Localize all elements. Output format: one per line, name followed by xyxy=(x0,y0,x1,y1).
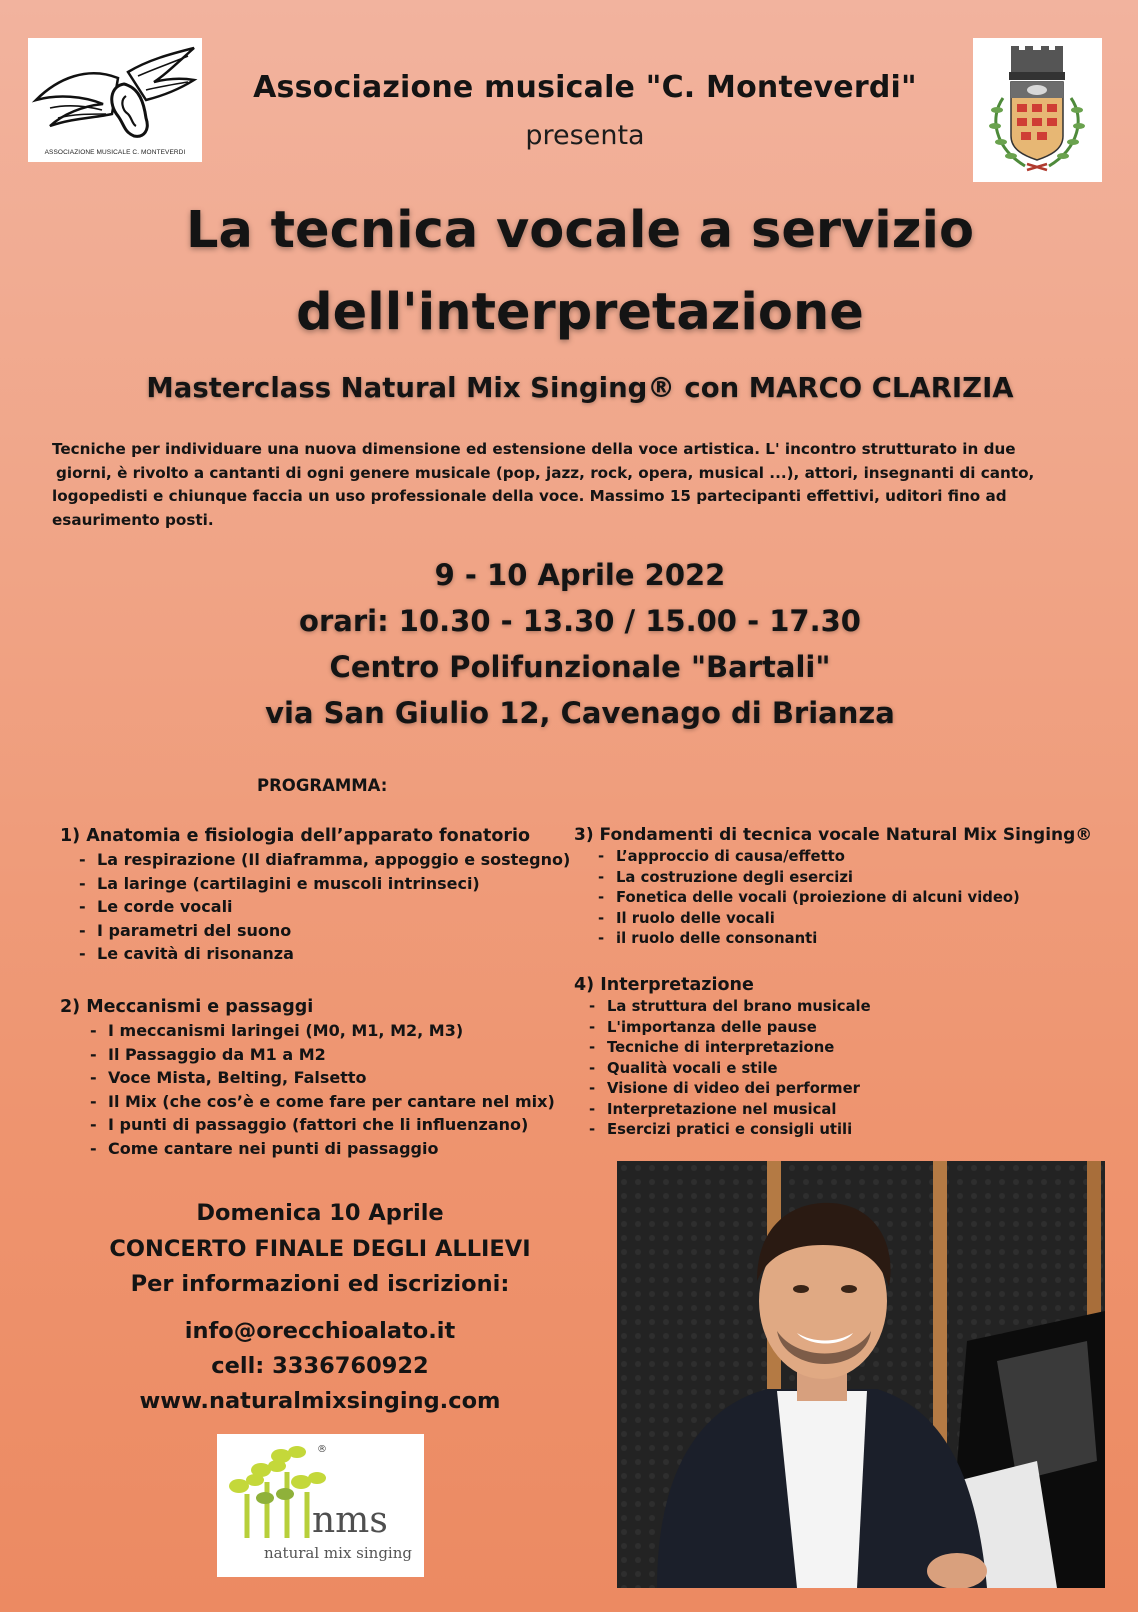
section-title: 4) Interpretazione xyxy=(574,975,754,995)
program-section-2 xyxy=(60,997,555,1160)
list-item: - Le cavità di risonanza xyxy=(97,942,570,966)
section-title: 2) Meccanismi e passaggi xyxy=(60,997,314,1017)
section-items xyxy=(616,847,1092,950)
section-items xyxy=(607,997,871,1141)
registered-mark: ® xyxy=(317,1444,327,1455)
list-item: - La struttura del brano musicale xyxy=(607,997,871,1018)
list-item: - I punti di passaggio (fattori che li influenzano) xyxy=(108,1113,555,1137)
title-line-2: dell'interpretazione xyxy=(296,283,864,342)
list-item: - Il Mix (che cos’è e come fare per cantare nel mix) xyxy=(108,1090,555,1114)
nms-tagline: natural mix singing xyxy=(263,1544,412,1562)
portrait-image xyxy=(617,1161,1105,1588)
contact-email[interactable]: info@orecchioalato.it xyxy=(184,1318,456,1344)
website-link[interactable]: www.naturalmixsinging.com xyxy=(139,1388,501,1414)
list-item: - il ruolo delle consonanti xyxy=(616,929,1092,950)
concert-day: Domenica 10 Aprile xyxy=(196,1200,444,1226)
final-concert: CONCERTO FINALE DEGLI ALLIEVI xyxy=(109,1236,531,1262)
coat-of-arms-icon xyxy=(973,38,1102,182)
list-item: - Interpretazione nel musical xyxy=(607,1100,871,1121)
list-item: - La respirazione (Il diaframma, appoggio e sostegno) xyxy=(97,848,570,872)
section-items xyxy=(97,848,570,966)
event-dates: 9 - 10 Aprile 2022 xyxy=(434,558,726,592)
list-item: - Visione di video dei performer xyxy=(607,1079,871,1100)
program-label: PROGRAMMA: xyxy=(257,776,388,795)
list-item: - Tecniche di interpretazione xyxy=(607,1038,871,1059)
list-item: - Fonetica delle vocali (proiezione di alcuni video) xyxy=(616,888,1092,909)
event-venue: Centro Polifunzionale "Bartali" xyxy=(329,650,831,684)
list-item: - I meccanismi laringei (M0, M1, M2, M3) xyxy=(108,1019,555,1043)
singer-photo xyxy=(617,1161,1105,1588)
nms-wordmark: nms xyxy=(312,1500,388,1541)
list-item: - Voce Mista, Belting, Falsetto xyxy=(108,1066,555,1090)
list-item: - L'importanza delle pause xyxy=(607,1018,871,1039)
municipal-crest xyxy=(973,38,1102,182)
list-item: - I parametri del suono xyxy=(97,919,570,943)
info-label: Per informazioni ed iscrizioni: xyxy=(130,1271,510,1297)
masterclass-subtitle: Masterclass Natural Mix Singing® con MARCO CLARIZIA xyxy=(146,372,1014,404)
list-item: - Il Passaggio da M1 a M2 xyxy=(108,1043,555,1067)
logo-caption: ASSOCIAZIONE MUSICALE C. MONTEVERDI xyxy=(44,149,186,156)
list-item: - Qualità vocali e stile xyxy=(607,1059,871,1080)
event-hours: orari: 10.30 - 13.30 / 15.00 - 17.30 xyxy=(299,604,861,638)
list-item: - Le corde vocali xyxy=(97,895,570,919)
list-item: - Come cantare nei punti di passaggio xyxy=(108,1137,555,1161)
section-items xyxy=(108,1019,555,1160)
list-item: - La costruzione degli esercizi xyxy=(616,868,1092,889)
list-item: - Il ruolo delle vocali xyxy=(616,909,1092,930)
description-line: esaurimento posti. xyxy=(52,510,214,529)
event-address: via San Giulio 12, Cavenago di Brianza xyxy=(265,696,895,730)
program-section-1 xyxy=(60,826,570,966)
presents-text: presenta xyxy=(525,120,645,151)
description xyxy=(52,438,1097,532)
list-item: - Esercizi pratici e consigli utili xyxy=(607,1120,871,1141)
event-title xyxy=(60,190,1100,354)
nms-logo xyxy=(217,1434,424,1577)
description-line: giorni, è rivolto a cantanti di ogni genere musicale (pop, jazz, rock, opera, musical ...), attori, insegnanti di canto, xyxy=(56,463,1035,482)
title-line-1: La tecnica vocale a servizio xyxy=(185,201,974,260)
description-line: logopedisti e chiunque faccia un uso professionale della voce. Massimo 15 partecipanti effettivi, uditori fino ad xyxy=(52,487,1007,505)
program-section-4 xyxy=(574,975,871,1141)
list-item: - L’approccio di causa/effetto xyxy=(616,847,1092,868)
program-section-3 xyxy=(574,825,1092,950)
list-item: - La laringe (cartilagini e muscoli intrinseci) xyxy=(97,872,570,896)
association-name: Associazione musicale "C. Monteverdi" xyxy=(253,70,917,105)
section-title: 1) Anatomia e fisiologia dell’apparato fonatorio xyxy=(60,826,530,846)
section-title: 3) Fondamenti di tecnica vocale Natural Mix Singing® xyxy=(574,825,1093,845)
contact-phone[interactable]: cell: 3336760922 xyxy=(211,1353,429,1379)
description-line: Tecniche per individuare una nuova dimensione ed estensione della voce artistica. L' incontro strutturato in due xyxy=(52,440,1016,458)
